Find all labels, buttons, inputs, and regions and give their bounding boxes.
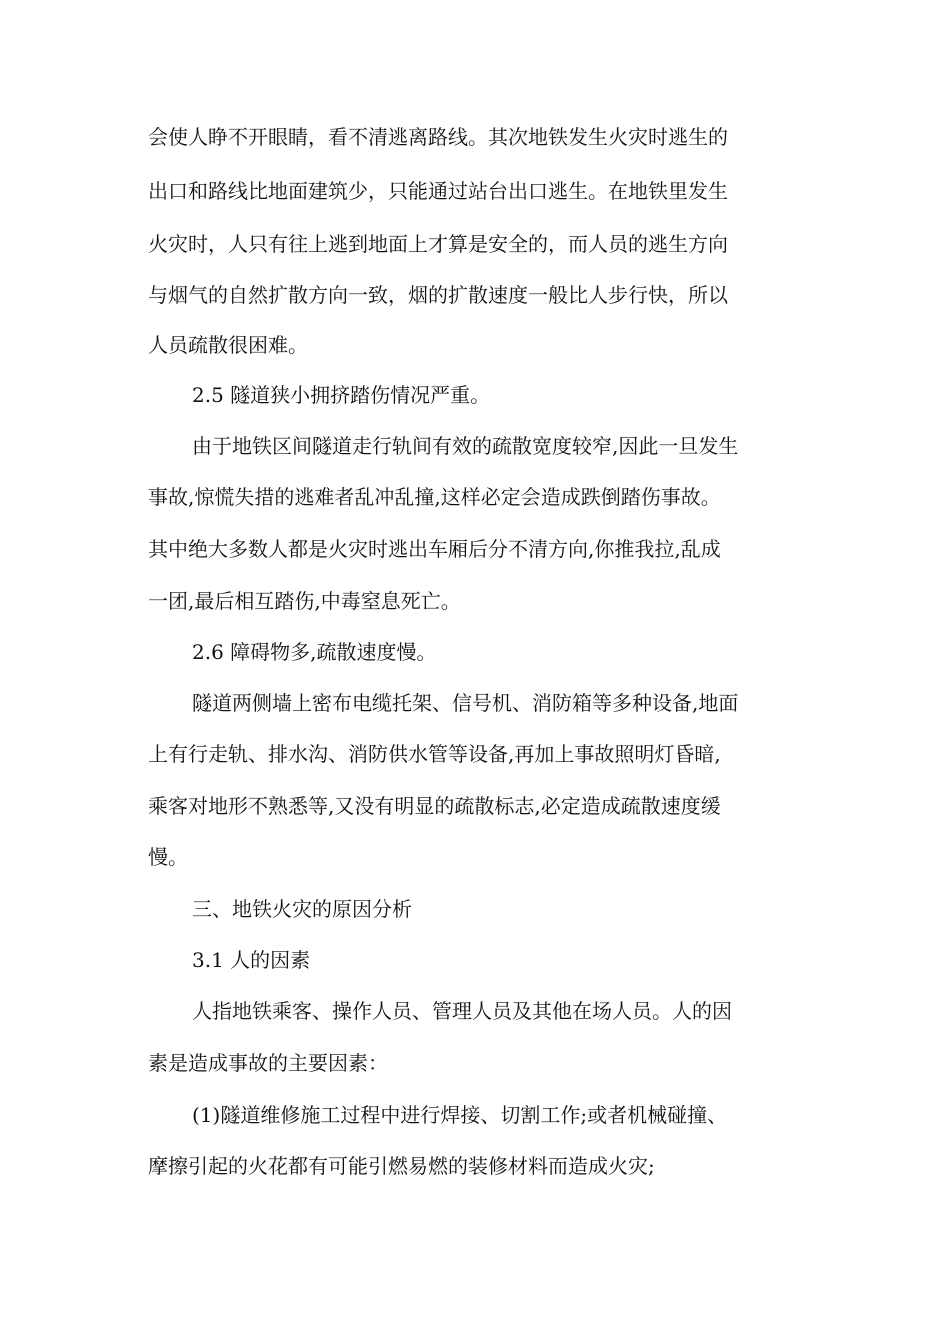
text-line: 一团,最后相互踏伤,中毒窒息死亡。 (148, 589, 461, 613)
text-line: 慢。 (148, 845, 188, 869)
list-item: (1)隧道维修施工过程中进行焊接、切割工作;或者机械碰撞、 (192, 1103, 728, 1127)
text-line: 其中绝大多数人都是火灾时逃出车厢后分不清方向,你推我拉,乱成 (148, 537, 721, 561)
text-line: 素是造成事故的主要因素： (148, 1051, 388, 1075)
text-line: 人员疏散很困难。 (148, 333, 308, 357)
text-line: 上有行走轨、排水沟、消防供水管等设备,再加上事故照明灯昏暗, (148, 742, 721, 766)
text-line: 事故,惊慌失措的逃难者乱冲乱撞,这样必定会造成跌倒踏伤事故。 (148, 485, 721, 509)
chapter-heading: 三、地铁火灾的原因分析 (192, 897, 412, 921)
text-line: 由于地铁区间隧道走行轨间有效的疏散宽度较窄,因此一旦发生 (192, 434, 739, 458)
text-line: 人指地铁乘客、操作人员、管理人员及其他在场人员。人的因 (192, 999, 732, 1023)
text-line: 隧道两侧墙上密布电缆托架、信号机、消防箱等多种设备,地面 (192, 691, 739, 715)
section-heading: 2.6 障碍物多,疏散速度慢。 (192, 640, 437, 664)
text-line: 火灾时，人只有往上逃到地面上才算是安全的，而人员的逃生方向 (148, 232, 728, 256)
text-line: 乘客对地形不熟悉等,又没有明显的疏散标志,必定造成疏散速度缓 (148, 794, 721, 818)
text-line: 出口和路线比地面建筑少，只能通过站台出口逃生。在地铁里发生 (148, 179, 728, 203)
text-line: 与烟气的自然扩散方向一致，烟的扩散速度一般比人步行快，所以 (148, 283, 728, 307)
text-line: 摩擦引起的火花都有可能引燃易燃的装修材料而造成火灾; (148, 1154, 655, 1178)
text-line: 会使人睁不开眼睛，看不清逃离路线。其次地铁发生火灾时逃生的 (148, 125, 728, 149)
section-heading: 2.5 隧道狭小拥挤踏伤情况严重。 (192, 383, 491, 407)
section-heading: 3.1 人的因素 (192, 948, 311, 972)
